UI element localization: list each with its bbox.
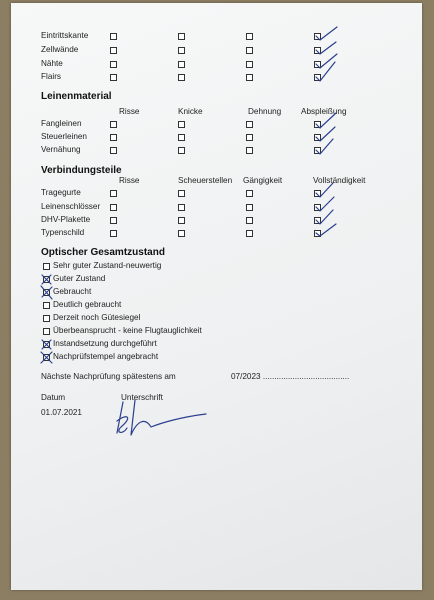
- checkbox-naehte-3[interactable]: [246, 61, 253, 68]
- col-header-dehnung: Dehnung: [248, 107, 282, 116]
- date-label: Datum: [41, 393, 66, 402]
- checkbox-steuerleinen-4[interactable]: [314, 134, 321, 141]
- checkbox-eintrittskante-4[interactable]: [314, 33, 321, 40]
- checkbox-flairs-3[interactable]: [246, 74, 253, 81]
- checkbox-vernaehung-2[interactable]: [178, 147, 185, 154]
- checkbox-naehte-4[interactable]: [314, 61, 321, 68]
- section-title-leinenmaterial: Leinenmaterial: [41, 91, 112, 102]
- option-label-gut: Guter Zustand: [53, 274, 106, 283]
- checkbox-typenschild-3[interactable]: [246, 230, 253, 237]
- checkbox-fangleinen-1[interactable]: [110, 121, 117, 128]
- checkbox-zellwaende-3[interactable]: [246, 47, 253, 54]
- option-label-instandsetzung: Instandsetzung durchgeführt: [53, 339, 157, 348]
- checkbox-leinenschloesser-1[interactable]: [110, 204, 117, 211]
- checkbox-leinenschloesser-3[interactable]: [246, 204, 253, 211]
- checkbox-tragegurte-1[interactable]: [110, 190, 117, 197]
- checkbox-fangleinen-3[interactable]: [246, 121, 253, 128]
- option-label-gebraucht: Gebraucht: [53, 287, 92, 296]
- checkbox-sehr-gut[interactable]: [43, 263, 50, 270]
- row-label-fangleinen: Fangleinen: [41, 119, 82, 128]
- row-label-zellwaende: Zellwände: [41, 45, 79, 54]
- date-value: 01.07.2021: [41, 408, 82, 417]
- checkbox-zellwaende-2[interactable]: [178, 47, 185, 54]
- checkbox-vernaehung-4[interactable]: [314, 147, 321, 154]
- col-header-risse-2: Risse: [119, 176, 140, 185]
- signature-label: Unterschrift: [121, 393, 163, 402]
- next-check-value: 07/2023 ......................................: [231, 372, 350, 381]
- option-label-nachpruefstempel: Nachprüfstempel angebracht: [53, 352, 159, 361]
- checkbox-eintrittskante-1[interactable]: [110, 33, 117, 40]
- checkbox-deutlich-gebraucht[interactable]: [43, 302, 50, 309]
- checkbox-naehte-1[interactable]: [110, 61, 117, 68]
- row-label-eintrittskante: Eintrittskante: [41, 31, 89, 40]
- checkbox-gut[interactable]: [43, 276, 50, 283]
- checkbox-eintrittskante-2[interactable]: [178, 33, 185, 40]
- checkbox-ueberbeansprucht[interactable]: [43, 328, 50, 335]
- checkbox-eintrittskante-3[interactable]: [246, 33, 253, 40]
- checkbox-steuerleinen-3[interactable]: [246, 134, 253, 141]
- checkbox-dhv-plakette-2[interactable]: [178, 217, 185, 224]
- col-header-gaengigkeit: Gängigkeit: [243, 176, 283, 185]
- checkbox-fangleinen-2[interactable]: [178, 121, 185, 128]
- option-label-sehr-gut: Sehr guter Zustand-neuwertig: [53, 261, 162, 270]
- checkbox-vernaehung-1[interactable]: [110, 147, 117, 154]
- row-label-typenschild: Typenschild: [41, 228, 85, 237]
- checkbox-dhv-plakette-1[interactable]: [110, 217, 117, 224]
- checkbox-typenschild-2[interactable]: [178, 230, 185, 237]
- row-label-leinenschloesser: Leinenschlösser: [41, 202, 101, 211]
- row-label-vernaehung: Vernähung: [41, 145, 81, 154]
- checkbox-instandsetzung[interactable]: [43, 341, 50, 348]
- checkbox-tragegurte-4[interactable]: [314, 190, 321, 197]
- col-header-vollstaendigkeit: Vollständigkeit: [313, 176, 366, 185]
- section-title-gesamtzustand: Optischer Gesamtzustand: [41, 247, 165, 258]
- checkbox-gebraucht[interactable]: [43, 289, 50, 296]
- section-title-verbindungsteile: Verbindungsteile: [41, 165, 122, 176]
- checkbox-steuerleinen-2[interactable]: [178, 134, 185, 141]
- checkbox-flairs-1[interactable]: [110, 74, 117, 81]
- checkbox-tragegurte-2[interactable]: [178, 190, 185, 197]
- row-label-tragegurte: Tragegurte: [41, 188, 81, 197]
- inspection-form-page: [11, 3, 422, 590]
- row-label-naehte: Nähte: [41, 59, 63, 68]
- checkbox-leinenschloesser-2[interactable]: [178, 204, 185, 211]
- next-check-label: Nächste Nachprüfung spätestens am: [41, 372, 176, 381]
- checkbox-flairs-4[interactable]: [314, 74, 321, 81]
- checkbox-zellwaende-4[interactable]: [314, 47, 321, 54]
- checkbox-fangleinen-4[interactable]: [314, 121, 321, 128]
- checkbox-guetesiegel[interactable]: [43, 315, 50, 322]
- col-header-scheuerstellen: Scheuerstellen: [178, 176, 233, 185]
- row-label-flairs: Flairs: [41, 72, 62, 81]
- checkbox-typenschild-4[interactable]: [314, 230, 321, 237]
- checkbox-zellwaende-1[interactable]: [110, 47, 117, 54]
- option-label-guetesiegel: Derzeit noch Gütesiegel: [53, 313, 141, 322]
- checkbox-typenschild-1[interactable]: [110, 230, 117, 237]
- checkbox-vernaehung-3[interactable]: [246, 147, 253, 154]
- checkbox-dhv-plakette-3[interactable]: [246, 217, 253, 224]
- checkbox-leinenschloesser-4[interactable]: [314, 204, 321, 211]
- checkbox-flairs-2[interactable]: [178, 74, 185, 81]
- col-header-knicke: Knicke: [178, 107, 203, 116]
- checkbox-dhv-plakette-4[interactable]: [314, 217, 321, 224]
- row-label-dhv-plakette: DHV-Plakette: [41, 215, 91, 224]
- option-label-ueberbeansprucht: Überbeansprucht - keine Flugtauglichkeit: [53, 326, 202, 335]
- checkbox-nachpruefstempel[interactable]: [43, 354, 50, 361]
- col-header-abspleissung: Abspleißung: [301, 107, 347, 116]
- checkbox-steuerleinen-1[interactable]: [110, 134, 117, 141]
- col-header-risse: Risse: [119, 107, 140, 116]
- checkbox-naehte-2[interactable]: [178, 61, 185, 68]
- checkbox-tragegurte-3[interactable]: [246, 190, 253, 197]
- option-label-deutlich-gebraucht: Deutlich gebraucht: [53, 300, 122, 309]
- row-label-steuerleinen: Steuerleinen: [41, 132, 87, 141]
